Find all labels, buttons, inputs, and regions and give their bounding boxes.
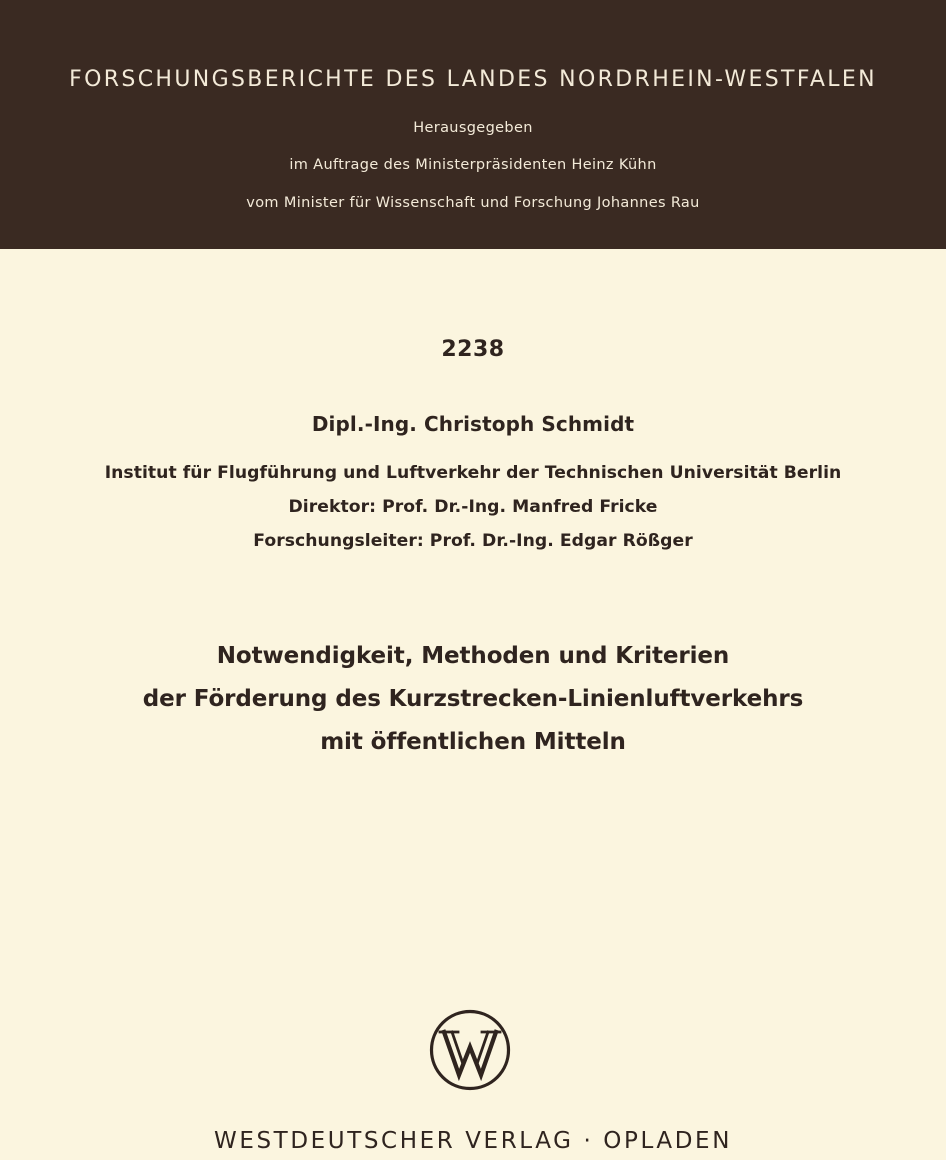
- institute-line: Institut für Flugführung und Luftverkehr der Technischen Universität Berlin: [104, 463, 842, 483]
- commission-line: im Auftrage des Ministerpräsidenten Heinz Kühn: [289, 157, 657, 173]
- book-title-line-3: mit öffentlichen Mitteln: [320, 729, 626, 755]
- series-title: FORSCHUNGSBERICHTE DES LANDES NORDRHEIN-WESTFALEN: [69, 67, 877, 92]
- publisher-name: WESTDEUTSCHER VERLAG · OPLADEN: [214, 1128, 732, 1154]
- minister-line: vom Minister für Wissenschaft und Forschung Johannes Rau: [246, 195, 700, 211]
- research-lead-line: Forschungsleiter: Prof. Dr.-Ing. Edgar Rößger: [253, 531, 693, 551]
- volume-number: 2238: [441, 337, 505, 362]
- publisher-logo: [427, 1008, 513, 1092]
- editor-line: Herausgegeben: [413, 120, 533, 136]
- publisher-logo-w-outer: [444, 1032, 496, 1075]
- series-header: [0, 0, 946, 249]
- book-title-line-1: Notwendigkeit, Methoden und Kriterien: [216, 643, 730, 669]
- director-line: Direktor: Prof. Dr.-Ing. Manfred Fricke: [288, 497, 658, 517]
- book-title-line-2: der Förderung des Kurzstrecken-Linienluftverkehrs: [142, 686, 804, 712]
- author-name: Dipl.-Ing. Christoph Schmidt: [311, 412, 635, 436]
